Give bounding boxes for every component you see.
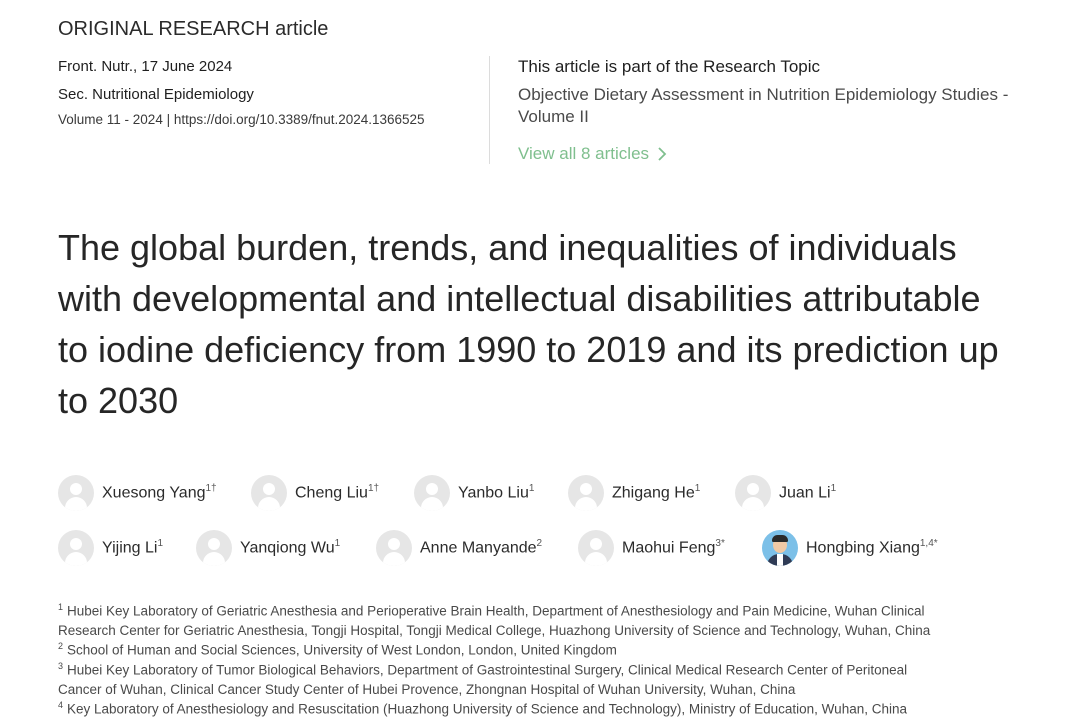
journal-section[interactable]: Sec. Nutritional Epidemiology [58, 86, 254, 103]
affiliation-item [58, 696, 1058, 719]
affiliation-number: 3 [58, 661, 64, 671]
affiliation-item [58, 598, 1058, 641]
author-name[interactable]: Yanqiong Wu$^1$ [240, 538, 341, 557]
author-item[interactable] [376, 530, 542, 566]
affiliation-number: 4 [58, 700, 64, 710]
author-name[interactable]: Cheng Liu$^{1\dagger}$ [295, 483, 380, 502]
article-type-label: ORIGINAL RESEARCH article [58, 18, 329, 40]
author-item[interactable] [196, 530, 340, 566]
affiliation-number: 2 [58, 641, 64, 651]
affiliation-text: Hubei Key Laboratory of Geriatric Anesthesia and Perioperative Brain Health, Department of Anesthesiology and Pain Medicine, Wuhan Clinical [67, 603, 925, 619]
author-name[interactable]: Yijing Li$^1$ [102, 538, 163, 557]
author-name[interactable]: Juan Li$^1$ [779, 483, 837, 502]
affiliation-text: Research Center for Geriatric Anesthesia, Tongji Hospital, Tongji Medical College, Huazhong University of Science and Technology, Wuhan, China [58, 623, 931, 638]
author-item[interactable] [414, 475, 534, 511]
placeholder-avatar-icon [568, 475, 604, 511]
affiliation-text: Cancer of Wuhan, Clinical Cancer Study Center of Hubei Provence, Zhongnan Hospital of Wuhan University, Wuhan, China [58, 682, 796, 697]
author-name[interactable]: Yanbo Liu$^1$ [458, 483, 535, 502]
placeholder-avatar-icon [58, 530, 94, 566]
affiliation-text: School of Human and Social Sciences, University of West London, London, United Kingdom [67, 642, 617, 658]
affiliation-item [58, 657, 1058, 700]
journal-date: Front. Nutr., 17 June 2024 [58, 58, 233, 75]
placeholder-avatar-icon [58, 475, 94, 511]
affiliation-number: 1 [58, 602, 64, 612]
author-name[interactable]: Anne Manyande$^2$ [420, 538, 543, 557]
affiliation-text: Key Laboratory of Anesthesiology and Resuscitation (Huazhong University of Science and Technology), Ministry of Education, Wuhan, China [67, 701, 907, 717]
research-topic-intro: This article is part of the Research Topic [518, 57, 821, 76]
placeholder-avatar-icon [578, 530, 614, 566]
chevron-right-icon [657, 147, 667, 161]
author-name[interactable]: Xuesong Yang$^{1\dagger}$ [102, 483, 217, 502]
affiliation-text: Hubei Key Laboratory of Tumor Biological Behaviors, Department of Gastrointestinal Surgery, Clinical Medical Research Center of Peritoneal [67, 662, 908, 678]
article-title: The global burden, trends, and inequalities of individuals with developmental and intellectual disabilities attributable to iodine deficiency from 1990 to 2019 and its prediction up to 2030 [58, 227, 999, 421]
author-item[interactable] [58, 530, 163, 566]
placeholder-avatar-icon [414, 475, 450, 511]
author-item[interactable] [251, 475, 379, 511]
author-name[interactable]: Zhigang He$^1$ [612, 483, 701, 502]
placeholder-avatar-icon [376, 530, 412, 566]
placeholder-avatar-icon [251, 475, 287, 511]
author-item[interactable] [568, 475, 700, 511]
author-photo-avatar [762, 530, 798, 566]
research-topic-link[interactable]: Objective Dietary Assessment in Nutrition Epidemiology Studies - Volume II [518, 85, 1009, 126]
view-all-label: View all 8 articles [518, 144, 650, 163]
volume-doi[interactable]: Volume 11 - 2024 | https://doi.org/10.3389/fnut.2024.1366525 [58, 112, 425, 127]
author-name[interactable]: Hongbing Xiang$^{1,4*}$ [806, 538, 938, 557]
header-divider [489, 56, 490, 164]
author-name[interactable]: Maohui Feng$^{3*}$ [622, 538, 725, 557]
placeholder-avatar-icon [735, 475, 771, 511]
placeholder-avatar-icon [196, 530, 232, 566]
author-item[interactable] [735, 475, 836, 511]
author-item[interactable] [58, 475, 217, 511]
author-item[interactable] [578, 530, 725, 566]
author-item[interactable] [762, 530, 938, 566]
view-all-articles-link[interactable] [518, 144, 667, 164]
